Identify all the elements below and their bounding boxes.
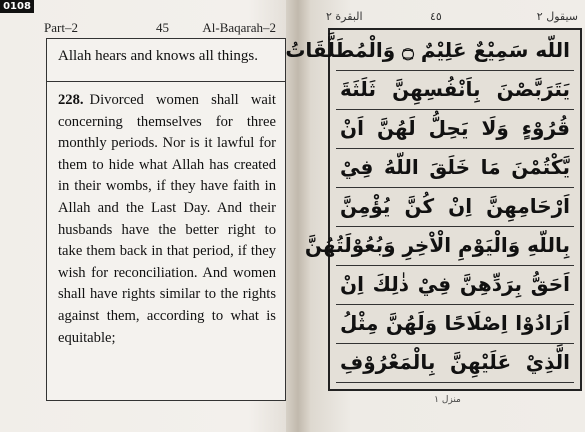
arabic-line-text: اللّه سَمِيْعٌ عَلِيْمٌ ۝ وَالْمُطَلَّقَاتُ [285,38,570,62]
summary-text: Allah hears and knows all things. [58,48,258,64]
arabic-text-frame [285,28,582,391]
arabic-line [336,192,574,227]
verse-block [58,90,276,349]
verse-number: 228. [58,92,84,108]
arabic-line [336,348,574,383]
arabic-line [304,231,574,266]
arabic-line-text: يَتَرَبَّصْنَ بِاَنْفُسِهِنَّ ثَلَثَةَ [340,77,570,101]
page-number: 45 [156,20,169,35]
surah-label: Al-Baqarah–2 [202,20,276,35]
arabic-page-number: ٤٥ [430,10,442,23]
book-gutter [286,0,310,432]
arabic-line-text: يَّكْتُمْنَ مَا خَلَقَ اللّهُ فِيْ [340,155,570,179]
arabic-line [336,309,574,344]
arabic-line [336,114,574,149]
part-label: Part–2 [44,20,78,35]
arabic-line [285,36,574,71]
arabic-line [336,270,574,305]
arabic-line [336,153,574,188]
arabic-part-label: سيقول ٢ [536,10,578,23]
scan-label: 0108 [0,0,34,13]
manzil-marker: منزل ١ [434,395,461,405]
left-page [0,0,292,432]
verse-text: Divorced women shall wait concerning themselves for three monthly periods. Nor is it lawful for them to hide what Allah has created in their wombs, if they have faith in Allah and the Last Day. And their husbands have the better right to take them back in that period, if they wish for reconciliation. And women shall have rights similar to the rights against them, according to what is equitable; [58,92,276,346]
summary-box [47,39,285,82]
arabic-line-text: قُرُوْءٍ وَلَا يَحِلُّ لَهُنَّ اَنْ [340,116,570,140]
arabic-line-text: الَّذِيْ عَلَيْهِنَّ بِالْمَعْرُوْفِ [340,350,570,374]
arabic-line-text: بِاللّهِ وَالْيَوْمِ الْاْخِرِ وَبُعُوْلَتُهُنَّ [304,233,570,257]
arabic-line [336,75,574,110]
right-page [285,0,585,432]
arabic-line-text: اَرْحَامِهِنَّ اِنْ كُنَّ يُؤْمِنَّ [340,194,570,218]
arabic-line-text: اَرَادُوْا اِصْلَاحًا وَلَهُنَّ مِثْلُ [340,311,570,335]
translation-frame [46,38,286,401]
arabic-line-text: اَحَقُّ بِرَدِّهِنَّ فِيْ ذٰلِكَ اِنْ [340,272,570,296]
arabic-surah-label: البقرة ٢ [326,10,363,23]
running-head [44,20,276,34]
arabic-running-head [326,10,578,26]
